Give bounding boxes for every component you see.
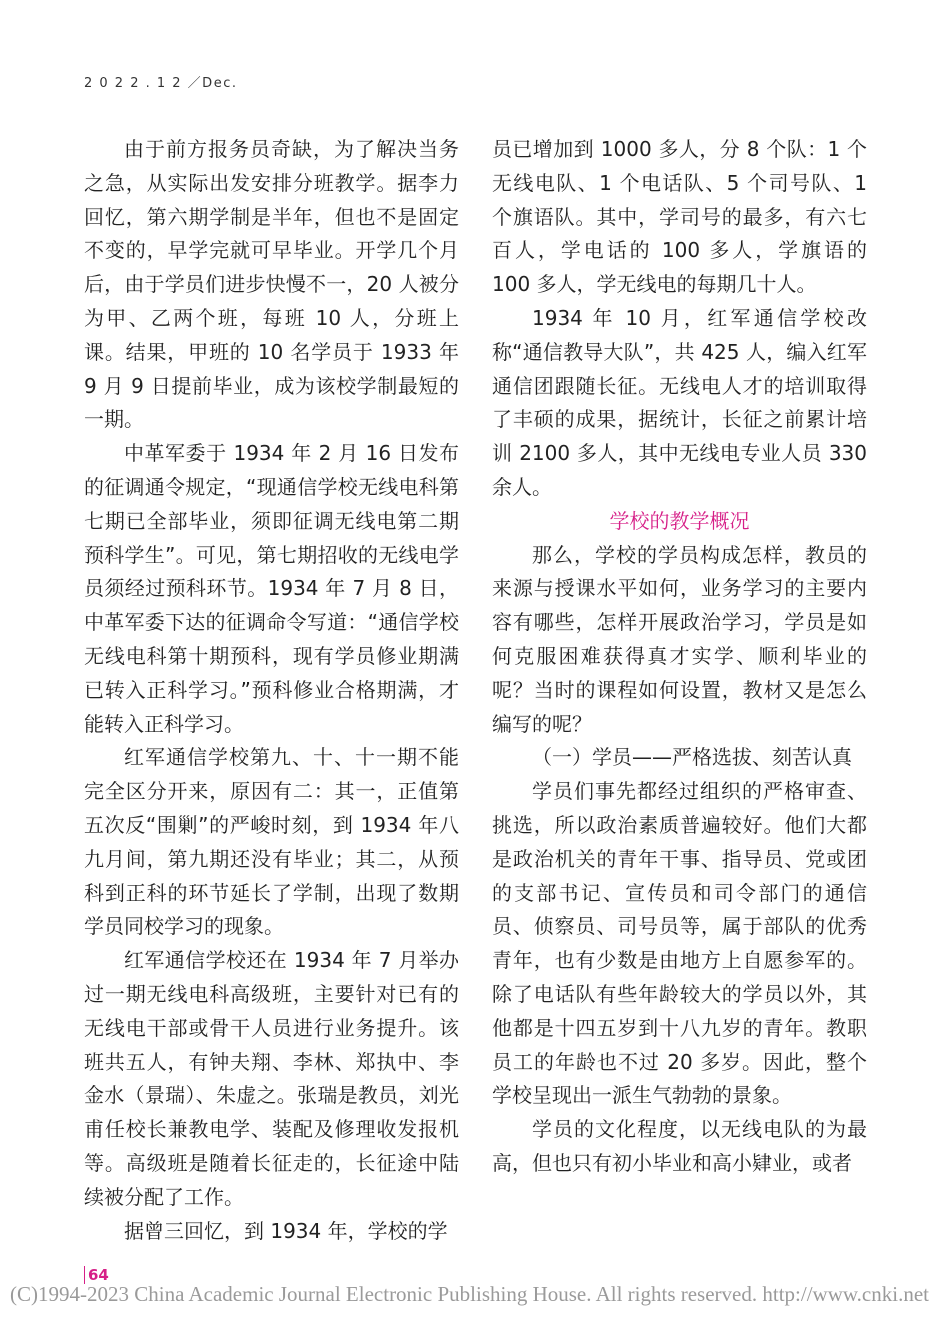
copyright-footer: (C)1994-2023 China Academic Journal Electronic Publishing House. All rights reserved. http://www.cnki.net <box>10 1282 929 1306</box>
paragraph: 学员的文化程度，以无线电队的为最高，但也只有初小毕业和高小肄业，或者 <box>492 1117 867 1175</box>
paragraph: 1934 年 10 月，红军通信学校改称“通信教导大队”，共 425 人，编入红军通信团跟随长征。无线电人才的培训取得了丰硕的成果，据统计，长征之前累计培训 2100 多人，其中无线电专业人员 330 余人。 <box>492 305 867 499</box>
paragraph: 红军通信学校第九、十、十一期不能完全区分开来，原因有二：其一，正值第五次反“围剿”的严峻时刻，到 1934 年八九月间，第九期还没有毕业；其二，从预科到正科的环节延长了学制，出现了数期学员同校学习的现象。 <box>84 745 459 939</box>
paragraph: 那么，学校的学员构成怎样，教员的来源与授课水平如何，业务学习的主要内容有哪些，怎样开展政治学习，学员是如何克服困难获得真才实学、顺利毕业的呢？当时的课程如何设置，教材又是怎么编写的呢？ <box>492 542 867 736</box>
page-number: 64 <box>84 1266 109 1284</box>
paragraph: 据曾三回忆，到 1934 年，学校的学 <box>124 1218 448 1243</box>
subheading: （一）学员——严格选拔、刻苦认真 <box>532 745 852 770</box>
paragraph: 中革军委于 1934 年 2 月 16 日发布的征调通令规定，“现通信学校无线电科第七期已全部毕业，须即征调无线电第二期预科学生”。可见，第七期招收的无线电学员须经过预科环节。1934 年 7 月 8 日，中革军委下达的征调命令写道：“通信学校无线电科第十期预科，现有学员修业期满已转入正科学习。”预科修业合格期满，才能转入正科学习。 <box>84 441 459 736</box>
section-title: 学校的教学概况 <box>609 508 750 533</box>
left-column <box>84 133 459 1248</box>
right-column <box>492 133 867 1181</box>
issue-date: 2 0 2 2 . 1 2 ／Dec. <box>84 76 238 91</box>
paragraph: 红军通信学校还在 1934 年 7 月举办过一期无线电科高级班，主要针对已有的无线电干部或骨干人员进行业务提升。该班共五人，有钟夫翔、李林、郑执中、李金水（景瑞）、朱虚之。张瑞是教员，刘光甫任校长兼教电学、装配及修理收发报机等。高级班是随着长征走的，长征途中陆续被分配了工作。 <box>84 948 459 1209</box>
paragraph-continuation: 员已增加到 1000 多人，分 8 个队：1 个无线电队、1 个电话队、5 个司号队、1 个旗语队。其中，学司号的最多，有六七百人，学电话的 100 多人，学旗语的 100 多人，学无线电的每期几十人。 <box>492 137 867 297</box>
paragraph: 学员们事先都经过组织的严格审查、挑选，所以政治素质普遍较好。他们大都是政治机关的青年干事、指导员、党或团的支部书记、宣传员和司令部门的通信员、侦察员、司号员等，属于部队的优秀青年，也有少数是由地方上自愿参军的。除了电话队有些年龄较大的学员以外，其他都是十四五岁到十八九岁的青年。教职员工的年龄也不过 20 多岁。因此，整个学校呈现出一派生气勃勃的景象。 <box>492 779 867 1108</box>
paragraph: 由于前方报务员奇缺，为了解决当务之急，从实际出发安排分班教学。据李力回忆，第六期学制是半年，但也不是固定不变的，早学完就可早毕业。开学几个月后，由于学员们进步快慢不一，20 人被分为甲、乙两个班，每班 10 人，分班上课。结果，甲班的 10 名学员于 1933 年 9 月 9 日提前毕业，成为该校学制最短的一期。 <box>84 137 459 432</box>
